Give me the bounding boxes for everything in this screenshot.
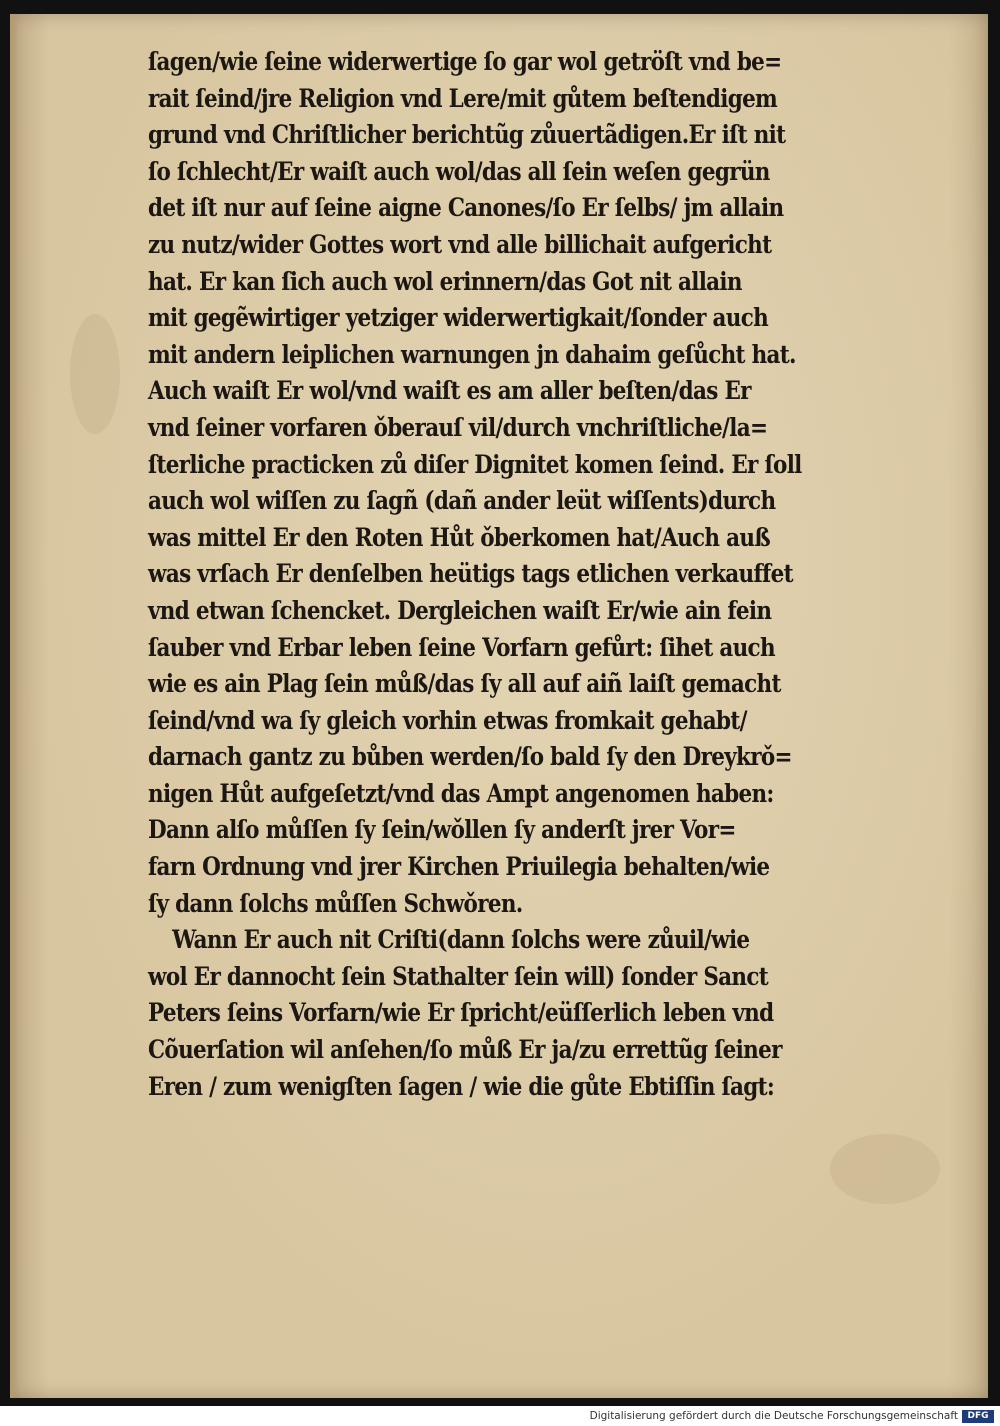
text-line: mit andern leiplichen warnungen jn dahaim geſůcht hat.	[148, 339, 796, 369]
text-line: ſterliche practicken zů diſer Dignitet komen ſeind. Er ſoll	[148, 449, 802, 479]
text-line: was vrſach Er denſelben heütigs tags etlichen verkauffet	[148, 559, 793, 589]
text-line: zu nutz/wider Gottes wort vnd alle billichait aufgericht	[148, 229, 772, 259]
text-line: rait ſeind/jre Religion vnd Lere/mit gůtem beſtendigem	[148, 83, 778, 113]
paragraph-start-line: Wann Er auch nit Criſti(dann ſolchs were zůuil/wie	[172, 925, 750, 955]
text-line: auch wol wiſſen zu ſagñ (dañ ander leüt wiſſents)durch	[148, 486, 776, 516]
text-line: Dann alſo můſſen ſy ſein/wǒllen ſy anderſt jrer Vor=	[148, 815, 736, 845]
text-line: det iſt nur auf ſeine aigne Canones/ſo Er ſelbs/ jm allain	[148, 193, 784, 223]
text-line: Cõuerſation wil anſehen/ſo můß Er ja/zu errettũg ſeiner	[148, 1035, 782, 1065]
text-line: ſauber vnd Erbar leben ſeine Vorfarn gefůrt: ſihet auch	[148, 632, 775, 662]
text-line: was mittel Er den Roten Hůt ǒberkomen hat/Auch auß	[148, 522, 770, 552]
text-line: Peters ſeins Vorfarn/wie Er ſpricht/eüſſerlich leben vnd	[148, 998, 774, 1028]
text-line: wie es ain Plag ſein můß/das ſy all auf aiñ laiſt gemacht	[148, 669, 781, 699]
text-line: ſo ſchlecht/Er waiſt auch wol/das all ſein weſen gegrün	[148, 156, 770, 186]
dfg-logo: DFG	[962, 1410, 994, 1423]
page-edge-shadow	[10, 14, 18, 1398]
text-line: Eren / zum wenigſten ſagen / wie die gůte Ebtiſſin ſagt:	[148, 1071, 775, 1101]
paper-stain	[830, 1134, 940, 1204]
text-line: hat. Er kan ſich auch wol erinnern/das Got nit allain	[148, 266, 742, 296]
paper-stain	[70, 314, 120, 434]
funding-credit: Digitalisierung gefördert durch die Deutsche Forschungsgemeinschaft	[589, 1410, 958, 1422]
text-line: nigen Hůt aufgeſetzt/vnd das Ampt angenomen haben:	[148, 778, 774, 808]
text-line: mit gegẽwirtiger yetziger widerwertigkait/ſonder auch	[148, 303, 769, 333]
text-line: wol Er dannocht ſein Stathalter ſein will) ſonder Sanct	[148, 961, 768, 991]
document-page	[10, 14, 988, 1398]
text-line: ſeind/vnd wa ſy gleich vorhin etwas fromkait gehabt/	[148, 705, 747, 735]
footer-bar	[0, 1406, 1000, 1426]
text-line: grund vnd Chriſtlicher berichtũg zůuertãdigen.Er iſt nit	[148, 120, 786, 150]
text-line: ſy dann ſolchs můſſen Schwǒren.	[148, 888, 523, 918]
text-line: ſagen/wie ſeine widerwertige ſo gar wol getröſt vnd be=	[148, 47, 782, 76]
text-line: vnd ſeiner vorfaren ǒberauſ vil/durch vnchriſtliche/la=	[148, 412, 768, 442]
text-line: darnach gantz zu bůben werden/ſo bald ſy den Dreykrǒ=	[148, 742, 792, 772]
body-text	[148, 44, 958, 1105]
text-line: Auch waiſt Er wol/vnd waiſt es am aller beſten/das Er	[148, 376, 751, 406]
text-line: vnd etwan ſchencket. Dergleichen waiſt Er/wie ain fein	[148, 595, 772, 625]
text-line: farn Ordnung vnd jrer Kirchen Priuilegia behalten/wie	[148, 852, 770, 882]
